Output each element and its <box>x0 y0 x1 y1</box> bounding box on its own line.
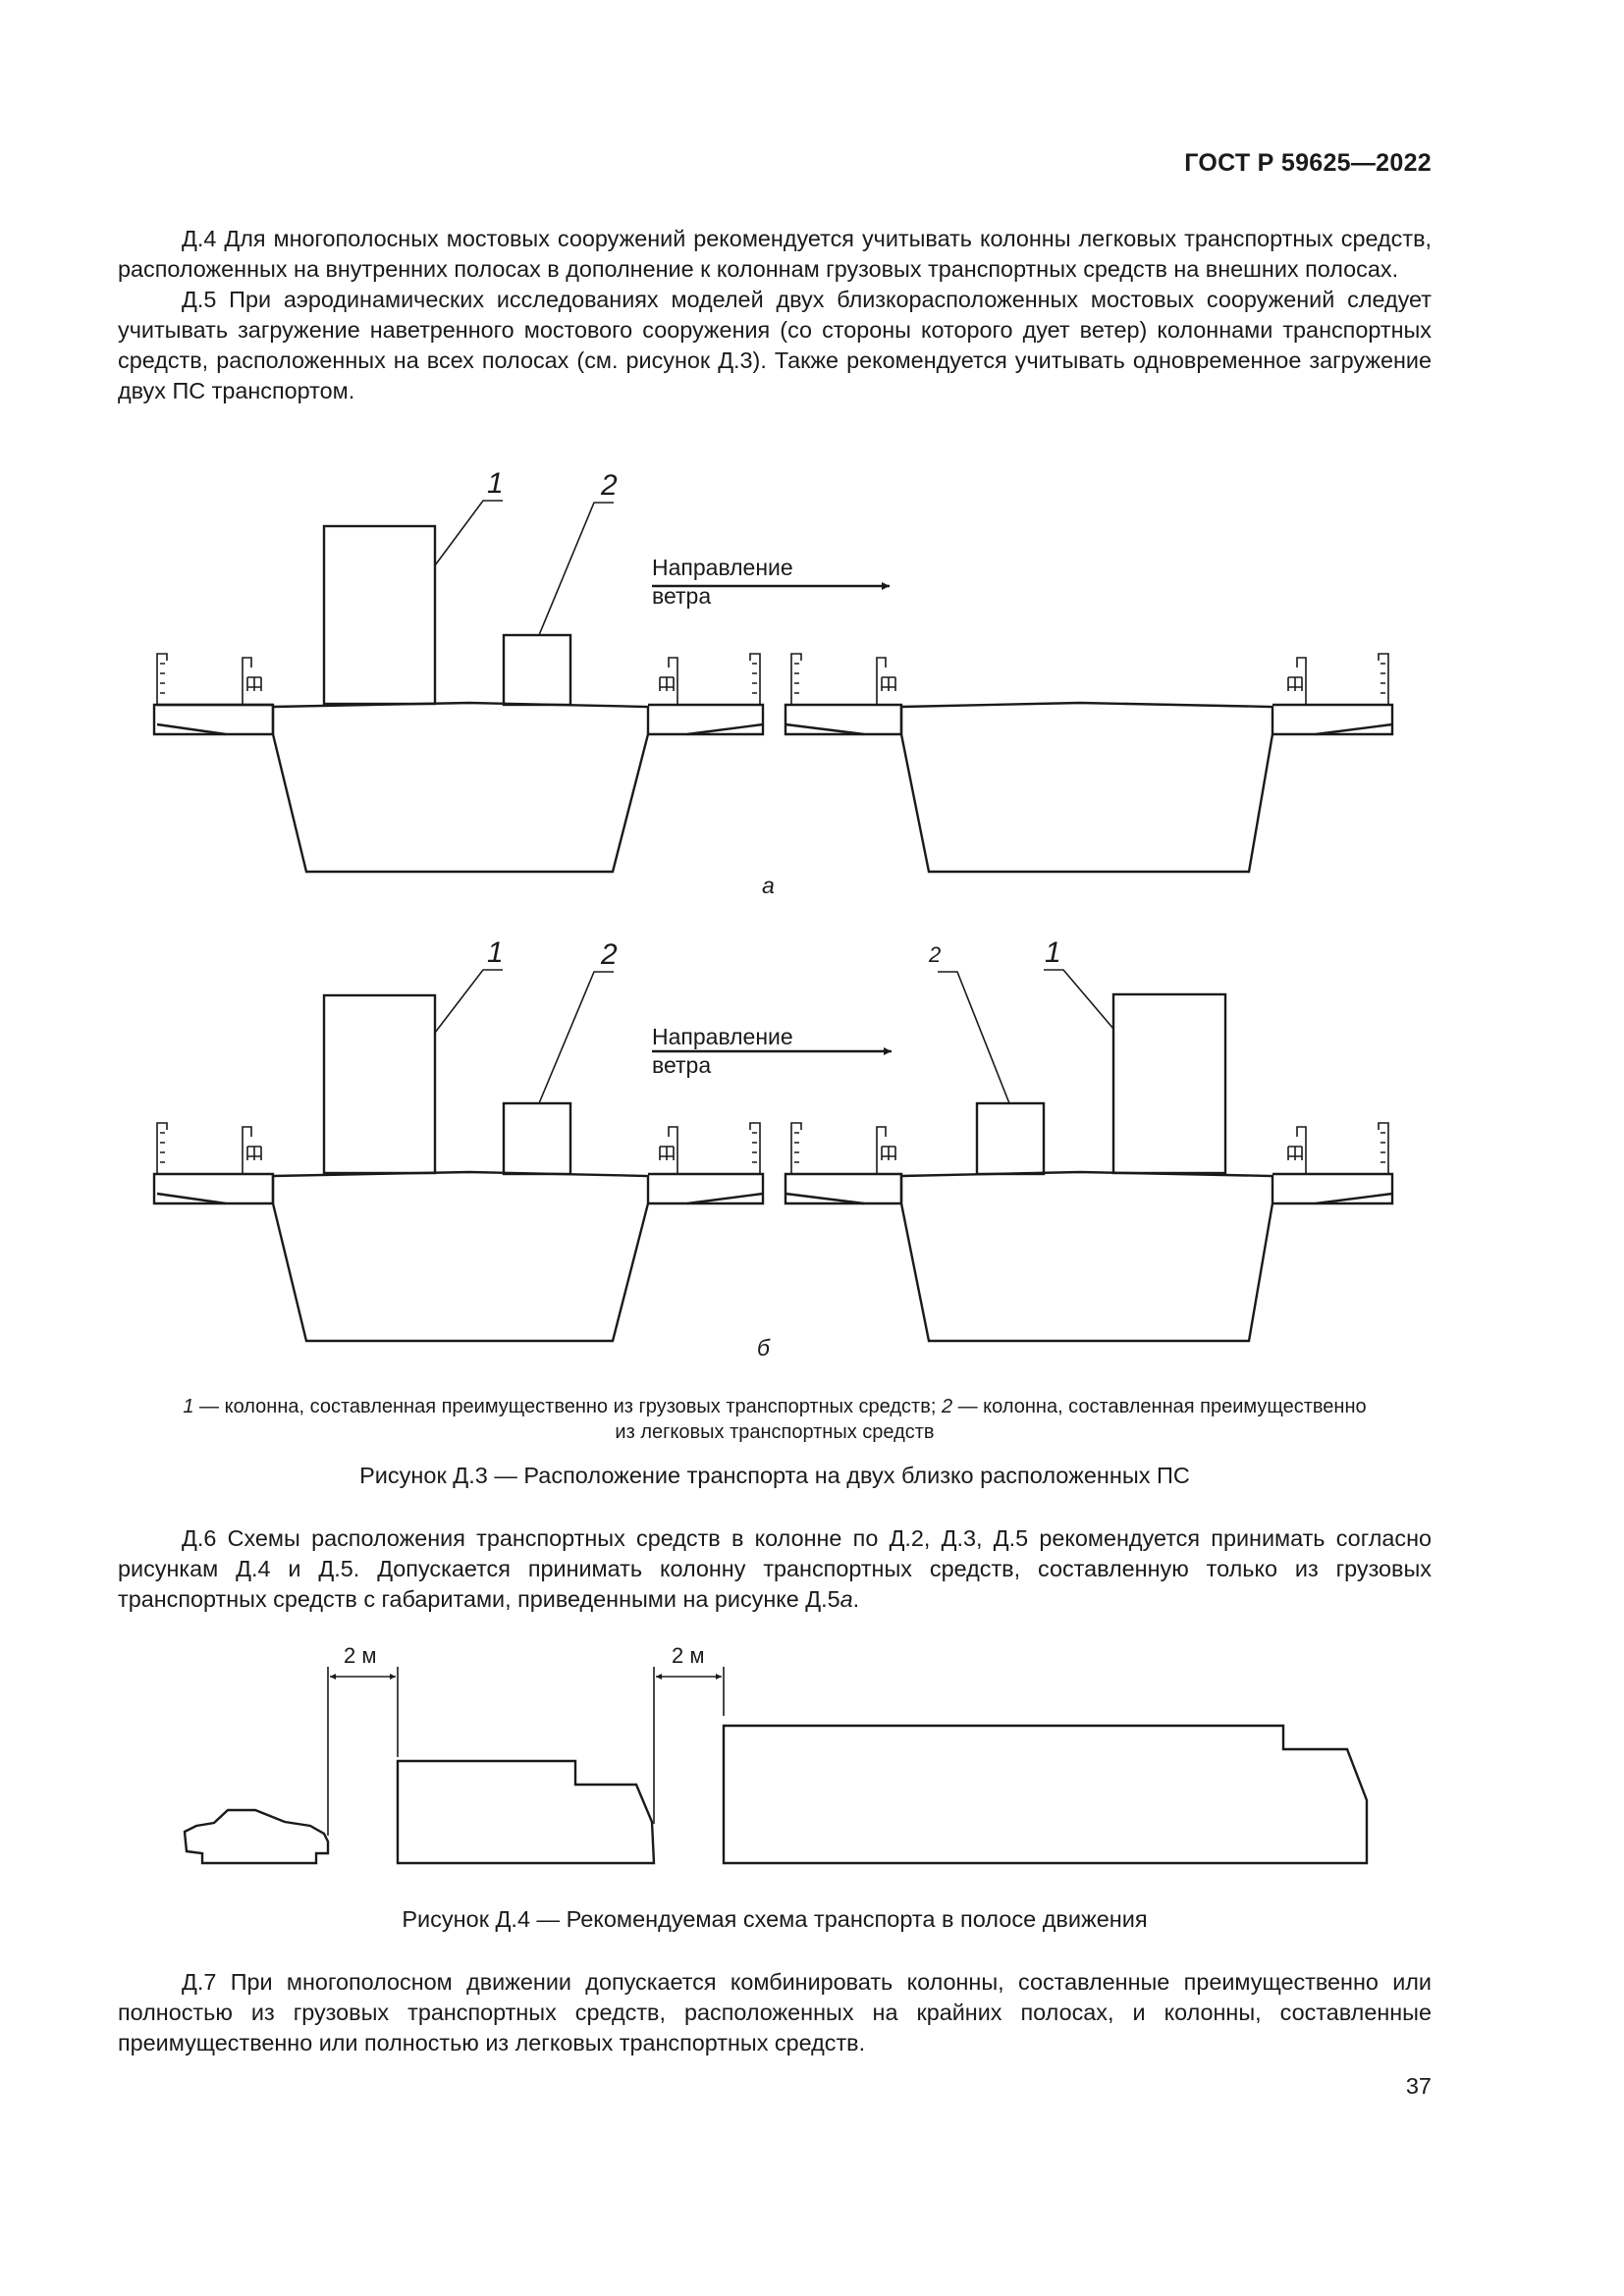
panel-a-right-bridge <box>785 654 1392 872</box>
figure-d3-caption: Рисунок Д.3 — Расположение транспорта на двух близко расположенных ПС <box>359 1463 1190 1488</box>
figure-d4 <box>0 1629 1624 1885</box>
panel-a-label: а <box>762 873 775 898</box>
paragraph-d4: Д.4 Для многополосных мостовых сооружений рекомендуется учитывать колонны легковых транспортных средств, расположенных на внутренних полосах в дополнение к колоннам грузовых транспортных средств на внешних полосах. <box>118 226 1432 282</box>
car-column-2-a <box>504 635 570 705</box>
callout-1-b-left: 1 <box>487 936 504 969</box>
page-number: 37 <box>1405 2073 1432 2099</box>
wind-label-line2-a: ветра <box>652 583 712 609</box>
legend-1-text: — колонна, составленная преимущественно из грузовых транспортных средств; <box>193 1396 942 1417</box>
gap-label-1: 2 м <box>344 1643 377 1668</box>
truck-column-1-b-left <box>324 995 435 1173</box>
paragraph-d6 <box>118 1523 1432 1615</box>
paragraph-d7 <box>118 1967 1432 2058</box>
wind-label-line1-b: Направление <box>652 1024 793 1049</box>
paragraph-d6-text: Д.6 Схемы расположения транспортных средств в колонне по Д.2, Д.3, Д.5 рекомендуется принимать согласно рисункам Д.4 и Д.5. Допускается принимать колонну транспортных средств, составленную только из грузовых транспортных средств с габаритами, приведенными на рисунке Д.5 <box>118 1525 1432 1612</box>
figure-d3 <box>0 452 1624 1433</box>
car-column-2-b-right <box>977 1103 1044 1174</box>
panel-b-label: б <box>757 1335 770 1361</box>
paragraph-d7-text: Д.7 При многополосном движении допускается комбинировать колонны, составленные преимущественно или полностью из грузовых транспортных средств, расположенных на крайних полосах, и колонны, составленные преимущественно или полностью из легковых транспортных средств. <box>118 1969 1432 2056</box>
callout-1-b-right: 1 <box>1045 936 1061 969</box>
figure-d4-caption: Рисунок Д.4 — Рекомендуемая схема транспорта в полосе движения <box>402 1906 1148 1932</box>
wind-label-line1-a: Направление <box>652 555 793 580</box>
wind-label-line2-b: ветра <box>652 1052 712 1078</box>
panel-b-right-bridge <box>785 970 1392 1341</box>
paragraph-d5: Д.5 При аэродинамических исследованиях моделей двух близкорасположенных мостовых сооружений следует учитывать загружение наветренного мостового сооружения (со стороны которого дует ветер) колоннами транспортных средств, расположенных на всех полосах (см. рисунок Д.3). Также рекомендуется учитывать одновременное загружение двух ПС транспортом. <box>118 287 1432 403</box>
car-column-2-b-left <box>504 1103 570 1174</box>
legend-line-1 <box>118 1394 1432 1419</box>
legend-1-number: 1 <box>183 1396 194 1417</box>
paragraph-d6-italic: а <box>839 1586 853 1612</box>
callout-1-a: 1 <box>487 467 504 500</box>
figure-d3-legend <box>118 1394 1432 1445</box>
gap-label-2: 2 м <box>672 1643 705 1668</box>
truck-1-outline <box>398 1761 654 1863</box>
paragraphs-top <box>118 224 1432 406</box>
truck-column-1-b-right <box>1113 994 1225 1173</box>
callout-2-b-right: 2 <box>929 942 942 967</box>
truck-2-outline <box>724 1726 1367 1863</box>
truck-column-1-a <box>324 526 435 704</box>
legend-2-number: 2 <box>941 1396 953 1417</box>
callout-2-a: 2 <box>601 469 618 502</box>
paragraph-d6-end: . <box>852 1586 860 1612</box>
legend-line-2: из легковых транспортных средств <box>615 1421 935 1443</box>
document-id: ГОСТ Р 59625—2022 <box>1184 149 1432 177</box>
legend-2-text: — колонна, составленная преимущественно <box>952 1396 1367 1417</box>
callout-2-b-left: 2 <box>601 938 618 971</box>
car-outline <box>185 1810 328 1863</box>
